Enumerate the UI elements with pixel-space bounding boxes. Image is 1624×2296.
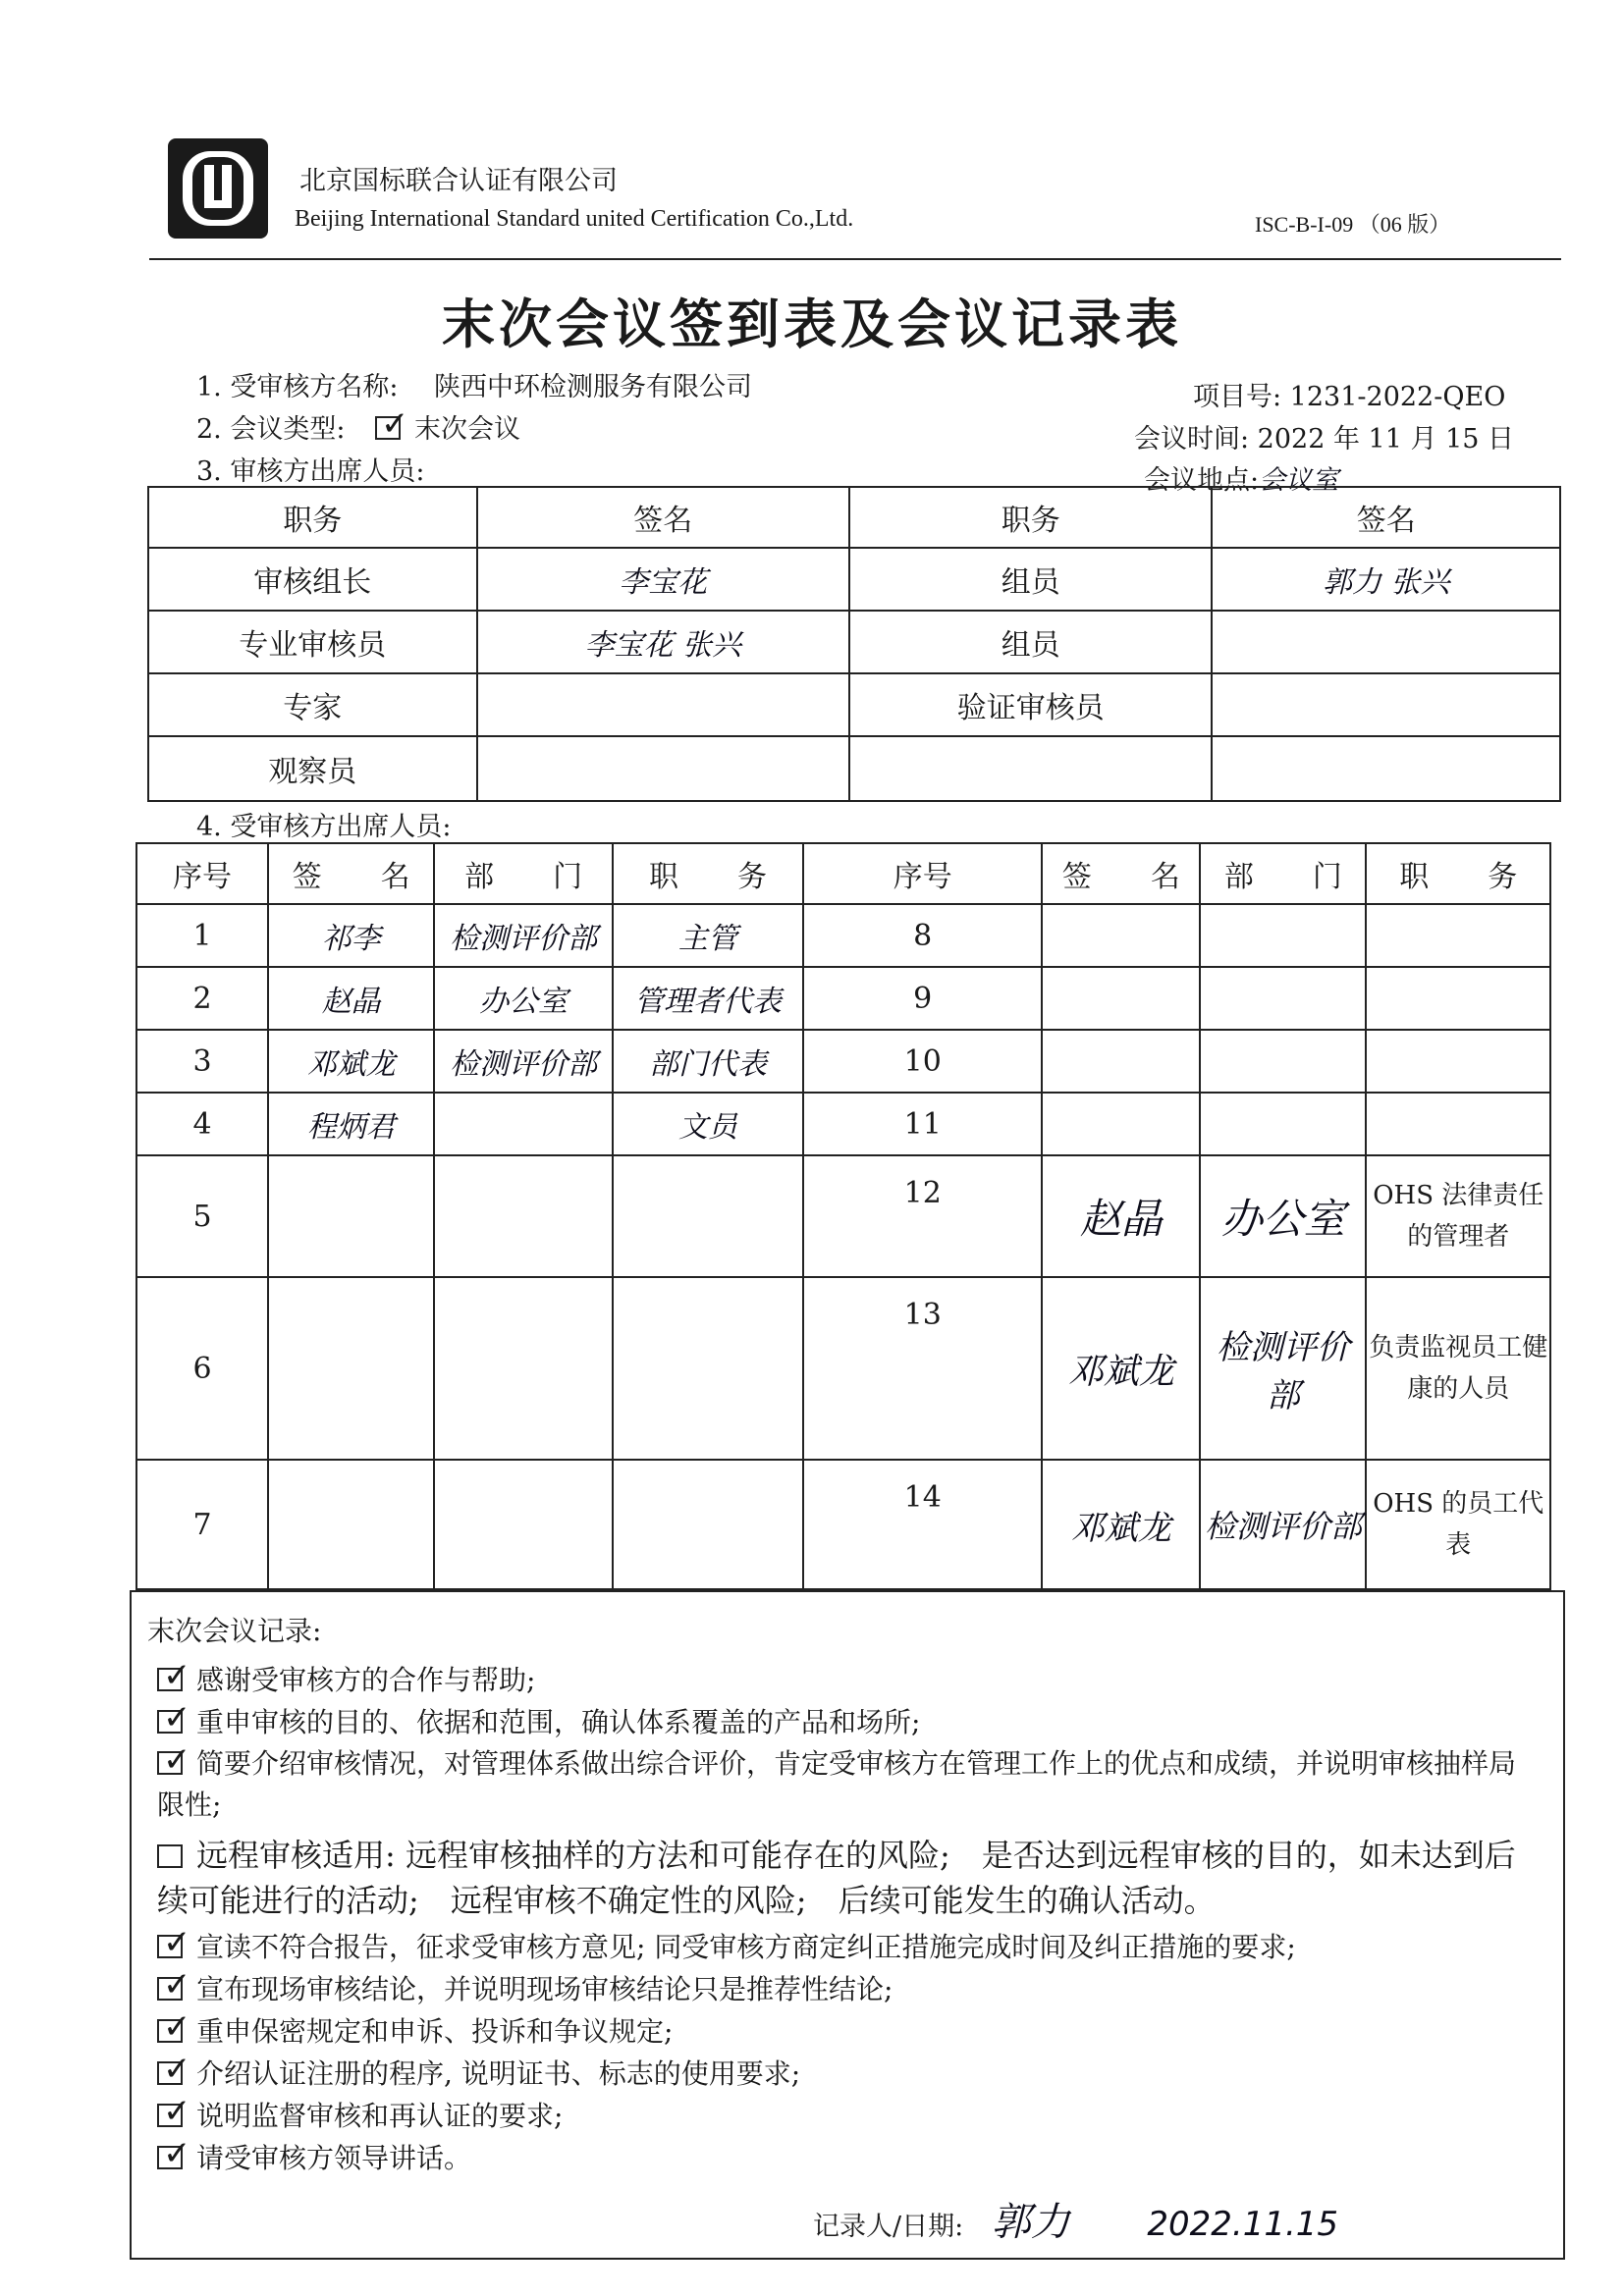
meeting-type-label: 2. 会议类型: [196,414,346,445]
department-cell: 办公室 [1200,1155,1366,1277]
department-cell [434,1155,613,1277]
header-cell: 职 务 [1366,843,1550,904]
checkbox-checked-icon: ✓ [157,1751,183,1775]
table-row [148,673,1560,736]
department-cell [1200,1093,1366,1155]
checkbox-checked-icon: ✓ [157,2104,183,2127]
table-row [136,1460,1550,1589]
header-cell: 职 务 [613,843,803,904]
recorder-date: 2022.11.15 [1147,2205,1339,2244]
company-name-cn: 北京国标联合认证有限公司 [299,166,618,196]
form-code: ISC-B-I-09 （06 版） [1255,212,1451,237]
checkbox-checked-icon: ✓ [157,2061,183,2085]
header-cell: 序号 [803,843,1042,904]
department-cell [1200,1030,1366,1093]
signature-cell: 祁李 [268,904,434,967]
number-cell: 10 [803,1030,1042,1093]
header-cell: 部 门 [1200,843,1366,904]
role-cell: 专家 [148,673,477,736]
auditee-attendees-table [135,842,1551,1590]
signature-cell: 邓斌龙 [1042,1277,1200,1460]
role-cell: 组员 [849,611,1212,673]
position-cell: 管理者代表 [613,967,803,1030]
header-divider [149,258,1561,260]
checkbox-checked-icon: ✓ [157,1668,183,1691]
checkbox-checked-icon: ✓ [157,2146,183,2169]
table-row [148,611,1560,673]
record-item [157,1740,1532,1826]
position-cell [1366,1030,1550,1093]
auditee-label: 1. 受审核方名称: [196,372,399,402]
number-cell: 3 [136,1030,268,1093]
signature-cell: 程炳君 [268,1093,434,1155]
number-cell: 11 [803,1093,1042,1155]
position-cell: 文员 [613,1093,803,1155]
checkbox-checked-icon: ✓ [157,1935,183,1958]
record-item [157,1923,1296,1965]
signature-cell [1212,673,1560,736]
department-cell [1200,904,1366,967]
signature-cell [1212,611,1560,673]
record-item-text: 重申保密规定和申诉、投诉和争议规定; [196,2015,674,2048]
checkbox-checked-icon: ✓ [157,2019,183,2043]
position-cell: 负责监视员工健康的人员 [1366,1277,1550,1460]
signature-cell [1042,1093,1200,1155]
checkbox-icon [157,1844,183,1868]
position-cell [1366,904,1550,967]
position-cell [1366,967,1550,1030]
header-cell: 部 门 [434,843,613,904]
page-title: 末次会议签到表及会议记录表 [442,293,1182,355]
recorder-label: 记录人/日期: [813,2212,964,2242]
company-logo [165,135,271,241]
number-cell: 12 [803,1155,1042,1277]
record-item-text: 宣读不符合报告，征求受审核方意见; 同受审核方商定纠正措施完成时间及纠正措施的要求; [196,1931,1296,1963]
table-row [136,904,1550,967]
position-cell [613,1277,803,1460]
signature-cell [268,1277,434,1460]
department-cell: 检测评价部 [434,904,613,967]
signature-cell: 李宝花 张兴 [477,611,849,673]
number-cell: 4 [136,1093,268,1155]
signature-cell: 邓斌龙 [268,1030,434,1093]
department-cell: 检测评价部 [1200,1460,1366,1589]
number-cell: 13 [803,1277,1042,1460]
department-cell [434,1093,613,1155]
signature-cell [1042,967,1200,1030]
record-item [157,2092,564,2134]
header-cell: 签 名 [1042,843,1200,904]
record-item-text: 感谢受审核方的合作与帮助; [196,1664,536,1696]
number-cell: 1 [136,904,268,967]
position-cell [613,1155,803,1277]
signature-cell [1042,1030,1200,1093]
table-row [136,1155,1550,1277]
checkbox-icon: ✓ [375,416,401,440]
table-row [136,1030,1550,1093]
table-row [136,967,1550,1030]
signature-cell: 赵晶 [1042,1155,1200,1277]
number-cell: 7 [136,1460,268,1589]
record-item-text: 简要介绍审核情况，对管理体系做出综合评价，肯定受审核方在管理工作上的优点和成绩，并说明审核抽样局限性; [157,1747,1517,1821]
record-item [157,2134,472,2176]
header-cell: 职务 [148,487,477,548]
table-header-row [148,487,1560,548]
record-item [157,1656,536,1698]
header-cell: 签名 [1212,487,1560,548]
table-row [136,1093,1550,1155]
record-item-text: 说明监督审核和再认证的要求; [196,2100,564,2132]
meeting-place-label: 会议地点: [1144,465,1260,496]
number-cell: 8 [803,904,1042,967]
department-cell [434,1460,613,1589]
record-item-text: 请受审核方领导讲话。 [196,2142,472,2174]
table-row [136,1277,1550,1460]
signature-cell [268,1155,434,1277]
signature-cell: 邓斌龙 [1042,1460,1200,1589]
department-cell: 办公室 [434,967,613,1030]
record-item-text: 远程审核适用: 远程审核抽样的方法和可能存在的风险; 是否达到远程审核的目的，如未达到后续可能进行的活动; 远程审核不确定性的风险; 后续可能发生的确认活动。 [157,1837,1516,1919]
position-cell: 部门代表 [613,1030,803,1093]
meeting-place: 会议室 [1259,465,1339,496]
position-cell: 主管 [613,904,803,967]
department-cell: 检测评价部 [1200,1277,1366,1460]
record-item [157,1698,921,1740]
role-cell: 验证审核员 [849,673,1212,736]
number-cell: 9 [803,967,1042,1030]
position-cell [613,1460,803,1589]
auditee-name-line [196,365,752,403]
department-cell: 检测评价部 [434,1030,613,1093]
header-cell: 序号 [136,843,268,904]
record-item [157,1965,893,2007]
header-cell: 签 名 [268,843,434,904]
position-cell [1366,1093,1550,1155]
position-cell: OHS 法律责任的管理者 [1366,1155,1550,1277]
role-cell: 专业审核员 [148,611,477,673]
recorder-signature: 郭力 [991,2200,1070,2245]
signature-cell [268,1460,434,1589]
auditee-name: 陕西中环检测服务有限公司 [434,372,753,402]
record-item-text: 重申审核的目的、依据和范围，确认体系覆盖的产品和场所; [196,1706,921,1738]
signature-cell [1042,904,1200,967]
header-cell: 签名 [477,487,849,548]
number-cell: 14 [803,1460,1042,1589]
table-header-row [136,843,1550,904]
record-item [157,1834,1532,1924]
meeting-type-line [196,404,521,446]
record-item-text: 介绍认证注册的程序, 说明证书、标志的使用要求; [196,2057,801,2090]
checkbox-checked-icon: ✓ [157,1977,183,2001]
checkbox-checked-icon: ✓ [157,1710,183,1734]
role-cell: 组员 [849,548,1212,611]
role-cell [849,736,1212,801]
position-cell: OHS 的员工代表 [1366,1460,1550,1589]
signature-cell [477,673,849,736]
signature-cell [477,736,849,801]
department-cell [1200,967,1366,1030]
meeting-time: 会议时间: 2022 年 11 月 15 日 [1134,424,1515,454]
signature-cell [1212,736,1560,801]
meeting-type: 末次会议 [414,414,521,445]
number-cell: 6 [136,1277,268,1460]
signature-cell: 赵晶 [268,967,434,1030]
table-row [148,736,1560,801]
project-number: 项目号: 1231-2022-QEO [1193,382,1506,412]
record-item-text: 宣布现场审核结论，并说明现场审核结论只是推荐性结论; [196,1973,893,2005]
signature-cell: 郭力 张兴 [1212,548,1560,611]
signature-cell: 李宝花 [477,548,849,611]
recorder-line [813,2191,1338,2247]
record-item [157,2050,801,2092]
number-cell: 2 [136,967,268,1030]
auditee-attendees-label: 4. 受审核方出席人员: [196,812,452,842]
record-item [157,2007,674,2050]
company-name-en: Beijing International Standard united Certification Co.,Ltd. [295,206,854,232]
audit-team-table [147,486,1561,802]
role-cell: 审核组长 [148,548,477,611]
table-row [148,548,1560,611]
role-cell: 观察员 [148,736,477,801]
meeting-record-title: 末次会议记录: [147,1615,322,1647]
department-cell [434,1277,613,1460]
header-cell: 职务 [849,487,1212,548]
auditor-attendees-label: 3. 审核方出席人员: [196,456,425,487]
number-cell: 5 [136,1155,268,1277]
